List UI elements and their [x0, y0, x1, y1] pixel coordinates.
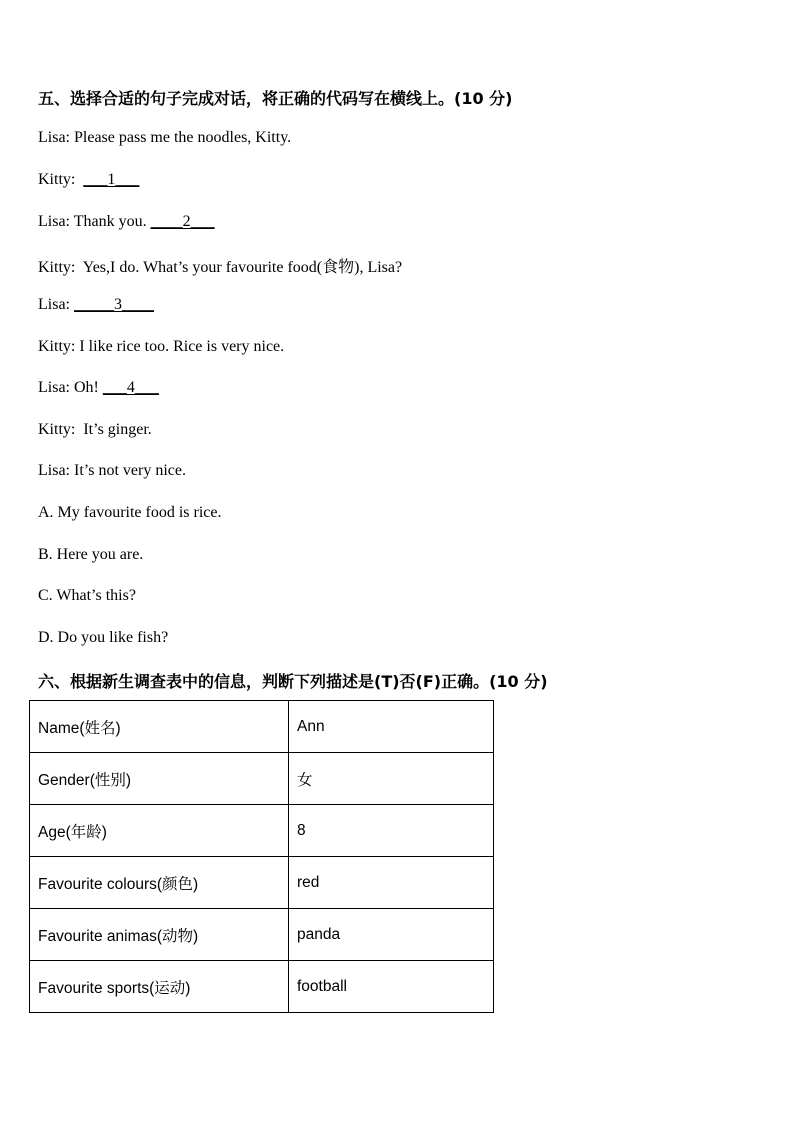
dialogue-text: I like rice too. Rice is very nice.: [79, 338, 285, 355]
dialogue-text: It’s ginger.: [83, 421, 152, 438]
speaker-label: Lisa:: [38, 379, 70, 396]
table-row: [30, 701, 494, 753]
dialogue-line: [38, 171, 139, 189]
speaker-label: Kitty:: [38, 171, 76, 188]
dialogue-line: [38, 254, 402, 277]
table-row: [30, 805, 494, 857]
speaker-label: Kitty:: [38, 338, 76, 355]
student-survey-table: [29, 700, 494, 1013]
table-label-cell: Favourite animas(动物): [30, 909, 289, 961]
table-label-cell: Favourite colours(颜色): [30, 857, 289, 909]
answer-blank-4: ___4___: [102, 379, 159, 396]
speaker-label: Lisa:: [38, 129, 70, 146]
table-value-cell: football: [289, 961, 494, 1013]
table-label-cell: Name(姓名): [30, 701, 289, 753]
table-row: [30, 961, 494, 1013]
speaker-label: Lisa:: [38, 462, 70, 479]
dialogue-line: [38, 462, 186, 480]
dialogue-line: [38, 129, 291, 147]
table-value-cell: panda: [289, 909, 494, 961]
table-label-cell: Favourite sports(运动): [30, 961, 289, 1013]
table-row: [30, 909, 494, 961]
dialogue-line: [38, 379, 159, 397]
option-b: B. Here you are.: [38, 546, 144, 563]
option-d: D. Do you like fish?: [38, 629, 169, 646]
section-5-title: 五、选择合适的句子完成对话，将正确的代码写在横线上。(10 分): [38, 89, 513, 108]
table-value-cell: Ann: [289, 701, 494, 753]
table-value-cell: 8: [289, 805, 494, 857]
dialogue-line: [38, 338, 284, 356]
table-label-cell: Age(年龄): [30, 805, 289, 857]
dialogue-text: Oh!: [74, 379, 99, 396]
dialogue-text: Yes,I do. What’s your favourite food(食物), Lisa?: [82, 259, 403, 276]
table-label-cell: Gender(性别): [30, 753, 289, 805]
option-c: C. What’s this?: [38, 587, 136, 604]
table-value-cell: 女: [289, 753, 494, 805]
dialogue-line: [38, 296, 154, 314]
answer-blank-2: ____2___: [150, 213, 215, 230]
option-a: A. My favourite food is rice.: [38, 504, 222, 521]
dialogue-text: Please pass me the noodles, Kitty.: [74, 129, 292, 146]
table-value-cell: red: [289, 857, 494, 909]
dialogue-text: Thank you.: [73, 213, 147, 230]
table-row: [30, 857, 494, 909]
dialogue-text: It’s not very nice.: [74, 462, 186, 479]
answer-blank-1: ___1___: [83, 171, 140, 188]
speaker-label: Kitty:: [38, 259, 76, 276]
speaker-label: Lisa:: [38, 213, 70, 230]
dialogue-line: [38, 213, 215, 231]
section-6-title: 六、根据新生调查表中的信息，判断下列描述是(T)否(F)正确。(10 分): [38, 672, 548, 691]
table-row: [30, 753, 494, 805]
speaker-label: Kitty:: [38, 421, 76, 438]
dialogue-line: [38, 421, 152, 439]
speaker-label: Lisa:: [38, 296, 70, 313]
answer-blank-3: _____3____: [74, 296, 154, 313]
